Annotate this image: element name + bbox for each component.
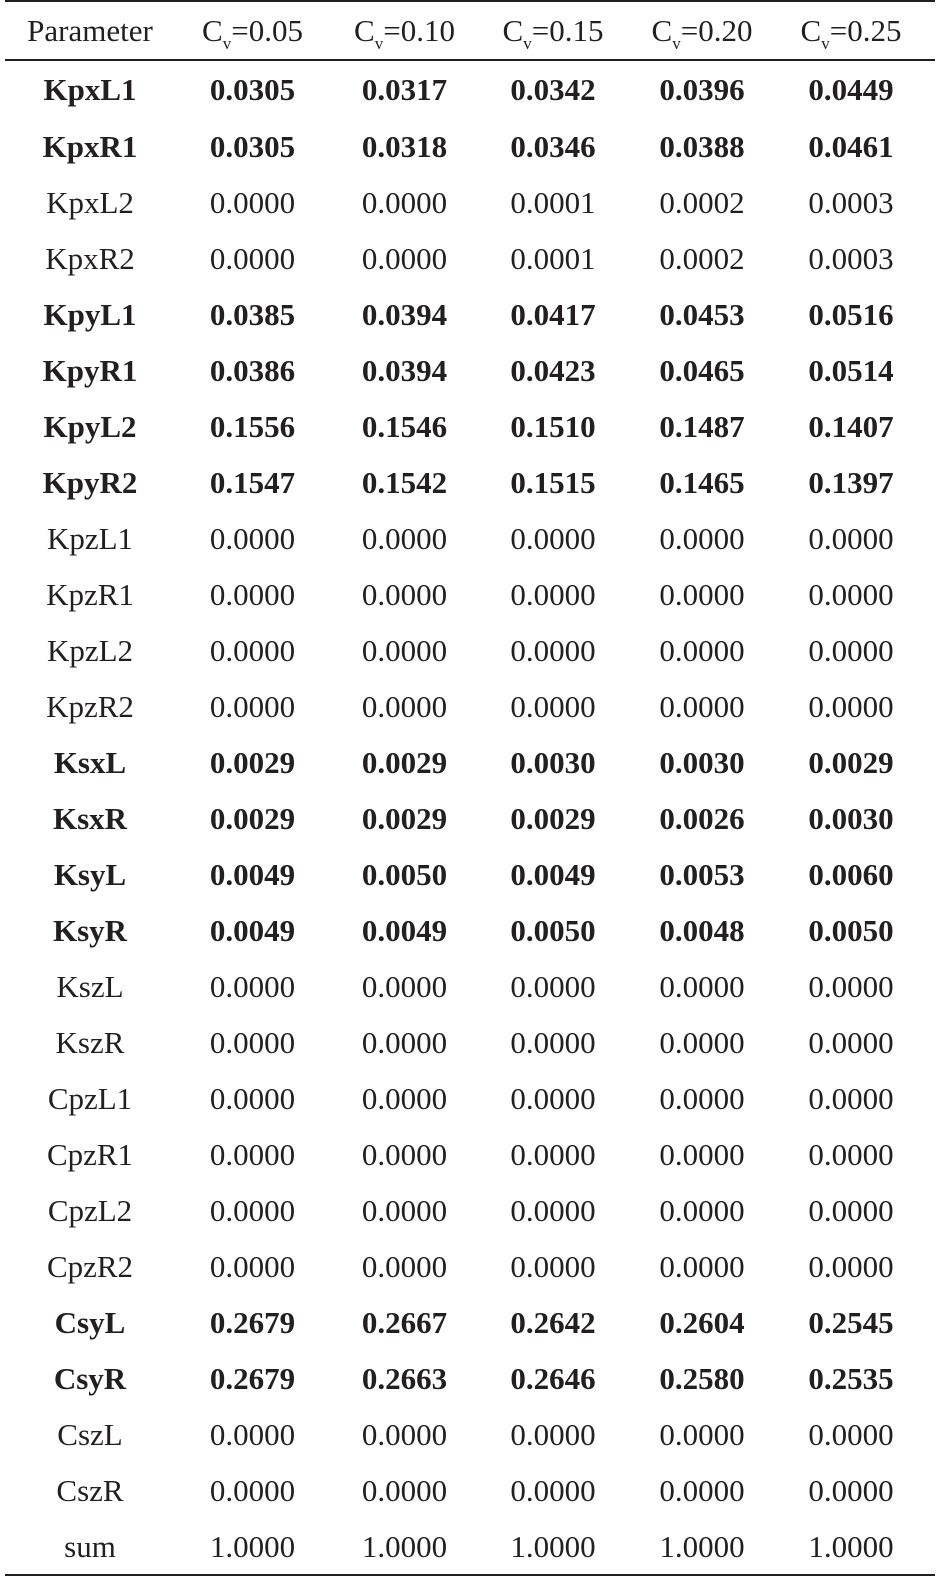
table-row [5, 734, 935, 790]
value-cell: 0.1465 [659, 464, 745, 500]
value-cell: 0.0000 [510, 632, 596, 668]
table-row [5, 398, 935, 454]
value-cell: 0.0000 [361, 1136, 448, 1172]
value-cell: 0.1515 [510, 464, 596, 500]
value-cell: 0.0000 [808, 1472, 894, 1508]
parameter-name: CsyL [54, 1304, 126, 1340]
value-cell: 0.2545 [808, 1304, 894, 1340]
table-row [5, 790, 935, 846]
parameter-name: KpyL2 [43, 408, 137, 444]
value-cell: 0.0394 [361, 296, 448, 332]
value-cell: 0.0003 [808, 240, 894, 276]
value-cell: 0.0346 [510, 128, 596, 164]
table-row [5, 902, 935, 958]
value-cell: 0.0318 [361, 128, 448, 164]
value-cell: 0.0029 [209, 800, 296, 836]
cv-symbol: C [202, 13, 223, 48]
value-cell: 0.0000 [209, 1192, 296, 1228]
table-row [5, 342, 935, 398]
value-cell: 1.0000 [510, 1528, 596, 1564]
value-cell: 0.0000 [361, 520, 448, 556]
parameter-name: CszR [56, 1472, 124, 1508]
value-cell: 0.0000 [808, 632, 894, 668]
value-cell: 0.0000 [510, 1192, 596, 1228]
value-cell: 0.1556 [209, 408, 296, 444]
value-cell: 0.0000 [209, 1080, 296, 1116]
value-cell: 0.0449 [808, 72, 894, 107]
table-row [5, 510, 935, 566]
value-cell: 0.0000 [209, 184, 296, 220]
value-cell: 0.0029 [361, 744, 448, 780]
parameter-name: KpxR1 [42, 128, 138, 164]
value-cell: 0.0000 [361, 968, 448, 1004]
table-row [5, 118, 935, 174]
value-cell: 0.0000 [510, 1248, 596, 1284]
value-cell: 0.0048 [659, 912, 745, 948]
value-cell: 0.0000 [209, 1024, 296, 1060]
value-cell: 0.0417 [510, 296, 596, 332]
value-cell: 0.0000 [510, 688, 596, 724]
value-cell: 0.0305 [209, 128, 296, 164]
value-cell: 0.2667 [361, 1304, 448, 1340]
cv-symbol: C [354, 13, 375, 48]
value-cell: 0.0029 [808, 744, 894, 780]
table-row [5, 454, 935, 510]
value-cell: 0.0030 [510, 744, 596, 780]
value-cell: 0.0000 [808, 688, 894, 724]
value-cell: 0.0029 [361, 800, 448, 836]
value-cell: 0.0317 [361, 72, 448, 107]
header-parameter: Parameter [27, 13, 153, 48]
value-cell: 0.0461 [808, 128, 894, 164]
value-cell: 0.0003 [808, 184, 894, 220]
value-cell: 0.0000 [209, 688, 296, 724]
value-cell: 0.0000 [209, 240, 296, 276]
parameter-name: KsyR [52, 912, 128, 948]
table-row [5, 678, 935, 734]
value-cell: 0.0060 [808, 856, 894, 892]
value-cell: 0.0000 [209, 1136, 296, 1172]
value-cell: 0.0050 [510, 912, 596, 948]
value-cell: 0.0030 [659, 744, 745, 780]
table-row [5, 1126, 935, 1182]
value-cell: 0.2642 [510, 1304, 596, 1340]
value-cell: 0.0000 [209, 1416, 296, 1452]
value-cell: 0.0000 [659, 1248, 745, 1284]
parameter-name: KpyR1 [42, 352, 138, 388]
value-cell: 1.0000 [361, 1528, 448, 1564]
value-cell: 0.0000 [808, 968, 894, 1004]
cv-subscript: v [821, 34, 830, 53]
value-cell: 0.1407 [808, 408, 894, 444]
value-cell: 0.2580 [659, 1360, 745, 1396]
parameter-name: CpzL2 [47, 1192, 133, 1228]
value-cell: 0.0000 [510, 1416, 596, 1452]
value-cell: 0.0000 [510, 1472, 596, 1508]
value-cell: 0.0026 [659, 800, 745, 836]
header-cv-020 [627, 13, 777, 53]
value-cell: 0.0000 [361, 1192, 448, 1228]
parameter-name: KpxL2 [46, 184, 134, 220]
value-cell: 0.0000 [361, 576, 448, 612]
value-cell: 0.0002 [659, 240, 745, 276]
table-row [5, 1350, 935, 1406]
value-cell: 0.0030 [808, 800, 894, 836]
table-row [5, 566, 935, 622]
value-cell: 0.0029 [209, 744, 296, 780]
table-row [5, 1014, 935, 1070]
table-row [5, 1462, 935, 1518]
cv-symbol: C [502, 13, 524, 48]
value-cell: 0.0050 [361, 856, 448, 892]
value-cell: 0.0514 [808, 352, 894, 388]
cv-subscript: v [374, 34, 384, 53]
table-row [5, 286, 935, 342]
value-cell: 0.0386 [209, 352, 296, 388]
value-cell: 0.0000 [361, 1248, 448, 1284]
value-cell: 0.0000 [510, 576, 596, 612]
value-cell: 0.0000 [808, 1416, 894, 1452]
value-cell: 0.0000 [659, 520, 745, 556]
value-cell: 0.0000 [361, 1472, 448, 1508]
value-cell: 0.0000 [808, 1248, 894, 1284]
value-cell: 0.0000 [659, 576, 745, 612]
parameter-name: KpxR2 [45, 240, 135, 276]
value-cell: 0.0000 [659, 968, 745, 1004]
header-cv-015 [479, 13, 627, 53]
value-cell: 0.0000 [361, 240, 448, 276]
value-cell: 0.0000 [510, 520, 596, 556]
cv-subscript: v [672, 34, 681, 53]
parameter-name: CsyR [53, 1360, 127, 1396]
table-row [5, 1238, 935, 1294]
value-cell: 0.0049 [209, 912, 296, 948]
table-row [5, 1070, 935, 1126]
value-cell: 0.0516 [808, 296, 894, 332]
value-cell: 0.0000 [510, 968, 596, 1004]
value-cell: 0.0000 [209, 632, 296, 668]
value-cell: 0.0000 [808, 1024, 894, 1060]
value-cell: 0.0000 [209, 968, 296, 1004]
parameter-name: KpyL1 [43, 296, 137, 332]
value-cell: 0.0000 [659, 688, 745, 724]
value-cell: 0.0029 [510, 800, 596, 836]
value-cell: 0.0049 [209, 856, 296, 892]
value-cell: 0.0396 [659, 72, 745, 107]
value-cell: 0.0000 [209, 1248, 296, 1284]
value-cell: 0.0053 [659, 856, 745, 892]
parameter-name: KsyL [53, 856, 127, 892]
table-row [5, 1294, 935, 1350]
value-cell: 0.2663 [361, 1360, 448, 1396]
cv-symbol: C [800, 13, 822, 48]
cv-value: =0.10 [383, 13, 455, 48]
value-cell: 0.0000 [209, 520, 296, 556]
table-row [5, 1182, 935, 1238]
parameter-table [5, 0, 935, 1576]
table-row [5, 958, 935, 1014]
value-cell: 0.0000 [510, 1080, 596, 1116]
parameter-name: KpzR2 [46, 688, 134, 724]
parameter-name: KpzL1 [46, 520, 134, 556]
value-cell: 0.0000 [361, 184, 448, 220]
value-cell: 0.0000 [808, 1192, 894, 1228]
table-row [5, 622, 935, 678]
value-cell: 0.0423 [510, 352, 596, 388]
parameter-name: CpzR2 [46, 1248, 134, 1284]
value-cell: 0.0000 [510, 1136, 596, 1172]
value-cell: 0.0002 [659, 184, 745, 220]
table-row [5, 846, 935, 902]
value-cell: 0.0388 [659, 128, 745, 164]
value-cell: 0.0000 [808, 1136, 894, 1172]
table-row [5, 174, 935, 230]
value-cell: 0.0000 [209, 576, 296, 612]
cv-value: =0.15 [531, 13, 604, 48]
value-cell: 0.0394 [361, 352, 448, 388]
value-cell: 0.0385 [209, 296, 296, 332]
value-cell: 0.0049 [510, 856, 596, 892]
parameter-name: KpxL1 [43, 72, 137, 107]
value-cell: 0.0342 [510, 72, 596, 107]
value-cell: 0.1547 [209, 464, 296, 500]
parameter-name: sum [64, 1528, 116, 1564]
value-cell: 0.0000 [808, 1080, 894, 1116]
value-cell: 1.0000 [209, 1528, 296, 1564]
parameter-name: KpyR2 [42, 464, 138, 500]
parameter-name: KpzL2 [46, 632, 134, 668]
value-cell: 0.0000 [361, 1416, 448, 1452]
parameter-name: KszR [55, 1024, 125, 1060]
value-cell: 0.0453 [659, 296, 745, 332]
value-cell: 0.0465 [659, 352, 745, 388]
table-body [5, 61, 935, 1574]
value-cell: 0.2604 [659, 1304, 745, 1340]
value-cell: 0.0050 [808, 912, 894, 948]
value-cell: 0.0001 [510, 240, 596, 276]
value-cell: 1.0000 [808, 1528, 894, 1564]
value-cell: 0.0049 [361, 912, 448, 948]
value-cell: 0.0000 [361, 1080, 448, 1116]
table-bottom-rule [5, 1574, 935, 1576]
value-cell: 0.0000 [659, 632, 745, 668]
value-cell: 0.0000 [510, 1024, 596, 1060]
parameter-name: KsxL [53, 744, 127, 780]
table-row [5, 1406, 935, 1462]
parameter-name: KsxR [52, 800, 128, 836]
value-cell: 0.2679 [209, 1360, 296, 1396]
table-row [5, 230, 935, 286]
value-cell: 0.0000 [361, 688, 448, 724]
value-cell: 0.1487 [659, 408, 745, 444]
value-cell: 0.0000 [659, 1192, 745, 1228]
value-cell: 0.1542 [361, 464, 448, 500]
parameter-name: KszL [56, 968, 124, 1004]
value-cell: 0.0000 [808, 520, 894, 556]
value-cell: 0.1510 [510, 408, 596, 444]
value-cell: 0.0000 [209, 1472, 296, 1508]
parameter-name: KpzR1 [46, 576, 134, 612]
value-cell: 0.0000 [361, 632, 448, 668]
parameter-name: CpzR1 [46, 1136, 134, 1172]
value-cell: 0.0000 [361, 1024, 448, 1060]
value-cell: 0.0000 [659, 1024, 745, 1060]
header-cv-025 [777, 13, 925, 53]
value-cell: 0.0000 [659, 1080, 745, 1116]
value-cell: 1.0000 [659, 1528, 745, 1564]
cv-value: =0.25 [829, 13, 902, 48]
cv-subscript: v [222, 34, 232, 53]
value-cell: 0.1397 [808, 464, 894, 500]
value-cell: 0.2646 [510, 1360, 596, 1396]
value-cell: 0.1546 [361, 408, 448, 444]
value-cell: 0.0000 [659, 1136, 745, 1172]
parameter-name: CszL [57, 1416, 123, 1452]
value-cell: 0.0000 [659, 1472, 745, 1508]
cv-value: =0.20 [680, 13, 753, 48]
header-cv-005 [175, 13, 330, 53]
table-row [5, 1518, 935, 1574]
value-cell: 0.0305 [209, 72, 296, 107]
parameter-name: CpzL1 [47, 1080, 133, 1116]
cv-value: =0.05 [231, 13, 303, 48]
table-header-row [5, 2, 935, 59]
value-cell: 0.2679 [209, 1304, 296, 1340]
header-cv-010 [330, 13, 479, 53]
cv-symbol: C [651, 13, 673, 48]
value-cell: 0.0000 [659, 1416, 745, 1452]
cv-subscript: v [523, 34, 532, 53]
value-cell: 0.2535 [808, 1360, 894, 1396]
value-cell: 0.0000 [808, 576, 894, 612]
value-cell: 0.0001 [510, 184, 596, 220]
table-row [5, 61, 935, 118]
